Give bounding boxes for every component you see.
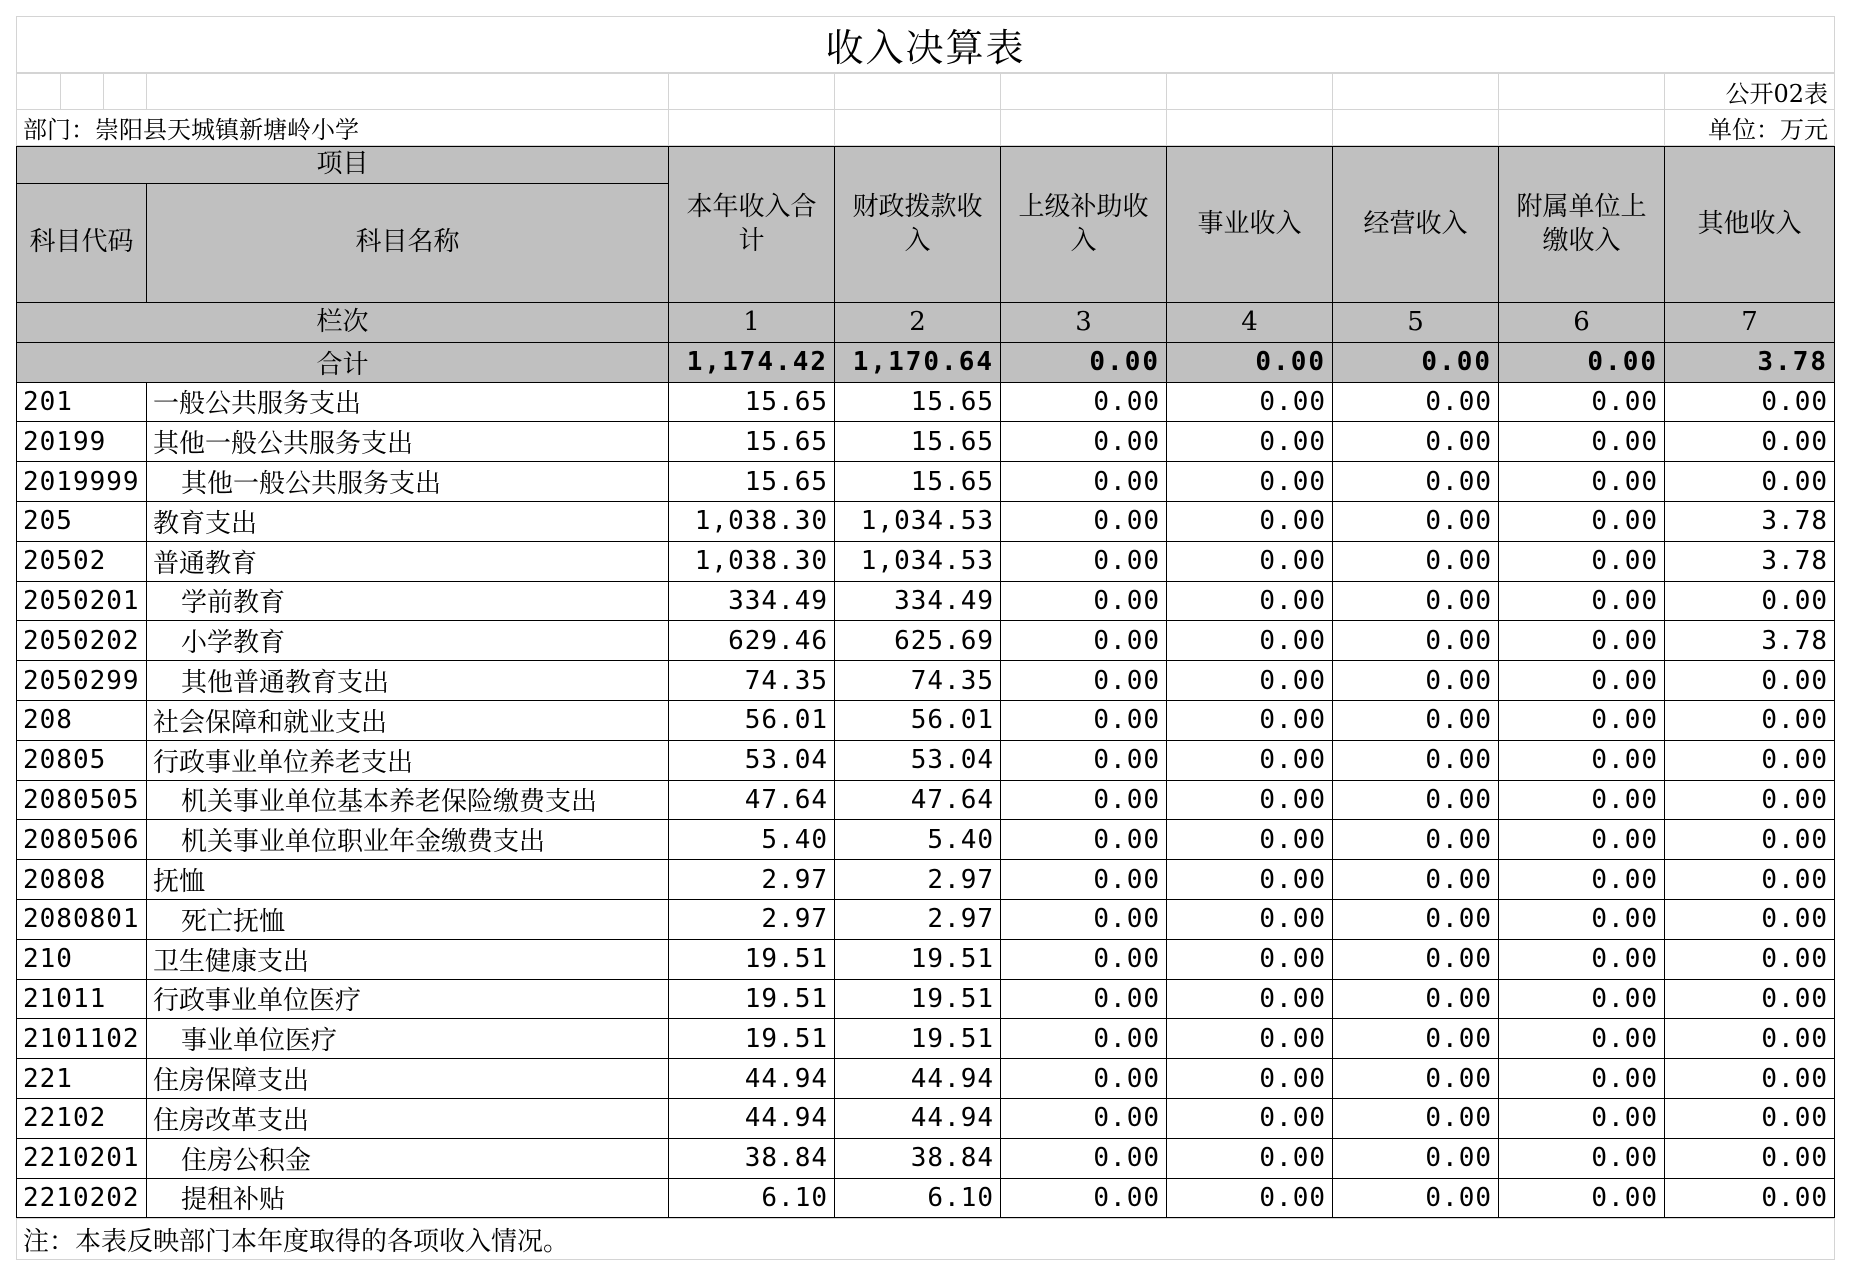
amount-cell: 0.00 bbox=[1499, 979, 1665, 1019]
column-index-5: 5 bbox=[1333, 303, 1499, 343]
amount-cell: 0.00 bbox=[1167, 422, 1333, 462]
subject-code: 21011 bbox=[17, 979, 147, 1019]
amount-cell: 53.04 bbox=[669, 740, 835, 780]
subject-code: 2050299 bbox=[17, 661, 147, 701]
table-row bbox=[17, 700, 1835, 740]
column-index-2: 2 bbox=[835, 303, 1001, 343]
amount-cell: 0.00 bbox=[1333, 422, 1499, 462]
amount-cell: 0.00 bbox=[1167, 541, 1333, 581]
amount-cell: 19.51 bbox=[835, 979, 1001, 1019]
column-index-label: 栏次 bbox=[17, 303, 669, 343]
amount-cell: 0.00 bbox=[1333, 820, 1499, 860]
amount-cell: 0.00 bbox=[1001, 462, 1167, 502]
subject-name: 住房公积金 bbox=[147, 1138, 669, 1178]
amount-cell: 0.00 bbox=[1665, 1019, 1835, 1059]
amount-cell: 0.00 bbox=[1167, 979, 1333, 1019]
subject-code: 2019999 bbox=[17, 462, 147, 502]
table-body bbox=[17, 382, 1835, 1218]
amount-cell: 0.00 bbox=[1333, 740, 1499, 780]
amount-cell: 629.46 bbox=[669, 621, 835, 661]
subject-code: 2050201 bbox=[17, 581, 147, 621]
header-col-2: 财政拨款收入 bbox=[835, 147, 1001, 303]
amount-cell: 0.00 bbox=[1001, 541, 1167, 581]
total-label: 合计 bbox=[17, 342, 669, 382]
amount-cell: 0.00 bbox=[1665, 1178, 1835, 1218]
amount-cell: 0.00 bbox=[1333, 661, 1499, 701]
subject-name: 事业单位医疗 bbox=[147, 1019, 669, 1059]
total-value: 3.78 bbox=[1665, 342, 1835, 382]
subject-code: 208 bbox=[17, 700, 147, 740]
amount-cell: 15.65 bbox=[835, 422, 1001, 462]
amount-cell: 0.00 bbox=[1333, 1098, 1499, 1138]
amount-cell: 0.00 bbox=[1333, 1138, 1499, 1178]
footnote: 注：本表反映部门本年度取得的各项收入情况。 bbox=[17, 1219, 1835, 1260]
table-row bbox=[17, 860, 1835, 900]
amount-cell: 0.00 bbox=[1499, 1098, 1665, 1138]
amount-cell: 0.00 bbox=[1499, 382, 1665, 422]
column-index-row bbox=[17, 303, 1835, 343]
amount-cell: 53.04 bbox=[835, 740, 1001, 780]
amount-cell: 0.00 bbox=[1665, 422, 1835, 462]
amount-cell: 0.00 bbox=[1001, 939, 1167, 979]
column-index-1: 1 bbox=[669, 303, 835, 343]
amount-cell: 0.00 bbox=[1333, 1059, 1499, 1099]
amount-cell: 74.35 bbox=[835, 661, 1001, 701]
subject-name: 其他一般公共服务支出 bbox=[147, 462, 669, 502]
amount-cell: 38.84 bbox=[669, 1138, 835, 1178]
amount-cell: 0.00 bbox=[1333, 860, 1499, 900]
table-row bbox=[17, 939, 1835, 979]
amount-cell: 0.00 bbox=[1665, 979, 1835, 1019]
amount-cell: 0.00 bbox=[1167, 939, 1333, 979]
amount-cell: 625.69 bbox=[835, 621, 1001, 661]
table-row bbox=[17, 661, 1835, 701]
subject-name: 学前教育 bbox=[147, 581, 669, 621]
subject-code: 22102 bbox=[17, 1098, 147, 1138]
total-value: 1,174.42 bbox=[669, 342, 835, 382]
subject-code: 20805 bbox=[17, 740, 147, 780]
table-row bbox=[17, 1019, 1835, 1059]
amount-cell: 0.00 bbox=[1499, 939, 1665, 979]
amount-cell: 56.01 bbox=[669, 700, 835, 740]
subject-name: 行政事业单位医疗 bbox=[147, 979, 669, 1019]
subject-name: 行政事业单位养老支出 bbox=[147, 740, 669, 780]
amount-cell: 0.00 bbox=[1167, 581, 1333, 621]
subject-name: 卫生健康支出 bbox=[147, 939, 669, 979]
subject-code: 2210202 bbox=[17, 1178, 147, 1218]
total-value: 0.00 bbox=[1499, 342, 1665, 382]
amount-cell: 0.00 bbox=[1167, 1098, 1333, 1138]
subject-code: 210 bbox=[17, 939, 147, 979]
amount-cell: 2.97 bbox=[669, 899, 835, 939]
amount-cell: 0.00 bbox=[1499, 740, 1665, 780]
table-row bbox=[17, 462, 1835, 502]
header-col-1: 本年收入合计 bbox=[669, 147, 835, 303]
column-index-6: 6 bbox=[1499, 303, 1665, 343]
amount-cell: 0.00 bbox=[1499, 501, 1665, 541]
amount-cell: 0.00 bbox=[1167, 1019, 1333, 1059]
amount-cell: 0.00 bbox=[1333, 780, 1499, 820]
amount-cell: 19.51 bbox=[835, 1019, 1001, 1059]
amount-cell: 0.00 bbox=[1333, 621, 1499, 661]
amount-cell: 0.00 bbox=[1167, 621, 1333, 661]
total-value: 0.00 bbox=[1333, 342, 1499, 382]
amount-cell: 0.00 bbox=[1665, 700, 1835, 740]
income-table bbox=[16, 146, 1835, 1218]
amount-cell: 0.00 bbox=[1333, 501, 1499, 541]
amount-cell: 38.84 bbox=[835, 1138, 1001, 1178]
amount-cell: 0.00 bbox=[1167, 1059, 1333, 1099]
subject-code: 2080505 bbox=[17, 780, 147, 820]
subject-name: 小学教育 bbox=[147, 621, 669, 661]
amount-cell: 0.00 bbox=[1499, 661, 1665, 701]
subject-code: 2101102 bbox=[17, 1019, 147, 1059]
header-col-5: 经营收入 bbox=[1333, 147, 1499, 303]
amount-cell: 47.64 bbox=[669, 780, 835, 820]
amount-cell: 0.00 bbox=[1499, 581, 1665, 621]
amount-cell: 0.00 bbox=[1167, 1178, 1333, 1218]
subject-name: 住房保障支出 bbox=[147, 1059, 669, 1099]
total-value: 0.00 bbox=[1167, 342, 1333, 382]
amount-cell: 0.00 bbox=[1167, 700, 1333, 740]
amount-cell: 3.78 bbox=[1665, 541, 1835, 581]
header-code: 科目代码 bbox=[17, 184, 147, 303]
amount-cell: 0.00 bbox=[1499, 1138, 1665, 1178]
header-name: 科目名称 bbox=[147, 184, 669, 303]
column-index-7: 7 bbox=[1665, 303, 1835, 343]
amount-cell: 0.00 bbox=[1167, 780, 1333, 820]
amount-cell: 0.00 bbox=[1665, 382, 1835, 422]
amount-cell: 0.00 bbox=[1665, 939, 1835, 979]
header-col-4: 事业收入 bbox=[1167, 147, 1333, 303]
amount-cell: 6.10 bbox=[835, 1178, 1001, 1218]
amount-cell: 0.00 bbox=[1167, 860, 1333, 900]
amount-cell: 15.65 bbox=[835, 462, 1001, 502]
amount-cell: 0.00 bbox=[1665, 899, 1835, 939]
amount-cell: 3.78 bbox=[1665, 621, 1835, 661]
amount-cell: 0.00 bbox=[1333, 462, 1499, 502]
table-row bbox=[17, 422, 1835, 462]
amount-cell: 0.00 bbox=[1333, 979, 1499, 1019]
subject-name: 其他一般公共服务支出 bbox=[147, 422, 669, 462]
amount-cell: 0.00 bbox=[1333, 1019, 1499, 1059]
header-col-6: 附属单位上缴收入 bbox=[1499, 147, 1665, 303]
amount-cell: 1,034.53 bbox=[835, 501, 1001, 541]
footnote-table bbox=[16, 1218, 1835, 1260]
table-row bbox=[17, 1178, 1835, 1218]
amount-cell: 19.51 bbox=[835, 939, 1001, 979]
amount-cell: 0.00 bbox=[1001, 979, 1167, 1019]
subject-name: 抚恤 bbox=[147, 860, 669, 900]
table-row bbox=[17, 541, 1835, 581]
amount-cell: 0.00 bbox=[1333, 899, 1499, 939]
amount-cell: 1,034.53 bbox=[835, 541, 1001, 581]
column-index-3: 3 bbox=[1001, 303, 1167, 343]
amount-cell: 0.00 bbox=[1499, 541, 1665, 581]
amount-cell: 0.00 bbox=[1001, 661, 1167, 701]
amount-cell: 0.00 bbox=[1665, 740, 1835, 780]
unit-label: 单位：万元 bbox=[1665, 110, 1835, 146]
amount-cell: 0.00 bbox=[1665, 1138, 1835, 1178]
subject-name: 机关事业单位职业年金缴费支出 bbox=[147, 820, 669, 860]
total-value: 0.00 bbox=[1001, 342, 1167, 382]
amount-cell: 2.97 bbox=[835, 899, 1001, 939]
subject-name: 普通教育 bbox=[147, 541, 669, 581]
meta-table bbox=[16, 73, 1835, 146]
amount-cell: 44.94 bbox=[669, 1098, 835, 1138]
subject-code: 205 bbox=[17, 501, 147, 541]
subject-code: 201 bbox=[17, 382, 147, 422]
subject-code: 20199 bbox=[17, 422, 147, 462]
amount-cell: 0.00 bbox=[1001, 1059, 1167, 1099]
amount-cell: 0.00 bbox=[1333, 382, 1499, 422]
table-row bbox=[17, 979, 1835, 1019]
amount-cell: 19.51 bbox=[669, 939, 835, 979]
amount-cell: 19.51 bbox=[669, 979, 835, 1019]
amount-cell: 2.97 bbox=[835, 860, 1001, 900]
amount-cell: 3.78 bbox=[1665, 501, 1835, 541]
amount-cell: 0.00 bbox=[1001, 621, 1167, 661]
amount-cell: 0.00 bbox=[1333, 939, 1499, 979]
amount-cell: 0.00 bbox=[1665, 581, 1835, 621]
amount-cell: 0.00 bbox=[1001, 1178, 1167, 1218]
subject-name: 住房改革支出 bbox=[147, 1098, 669, 1138]
amount-cell: 0.00 bbox=[1665, 780, 1835, 820]
amount-cell: 0.00 bbox=[1499, 700, 1665, 740]
amount-cell: 0.00 bbox=[1665, 820, 1835, 860]
amount-cell: 15.65 bbox=[669, 382, 835, 422]
subject-code: 2050202 bbox=[17, 621, 147, 661]
amount-cell: 334.49 bbox=[669, 581, 835, 621]
amount-cell: 0.00 bbox=[1001, 860, 1167, 900]
table-row bbox=[17, 740, 1835, 780]
subject-name: 提租补贴 bbox=[147, 1178, 669, 1218]
amount-cell: 0.00 bbox=[1333, 581, 1499, 621]
header-col-7: 其他收入 bbox=[1665, 147, 1835, 303]
table-row bbox=[17, 899, 1835, 939]
amount-cell: 0.00 bbox=[1499, 1019, 1665, 1059]
amount-cell: 0.00 bbox=[1001, 780, 1167, 820]
table-row bbox=[17, 780, 1835, 820]
amount-cell: 0.00 bbox=[1167, 462, 1333, 502]
amount-cell: 0.00 bbox=[1001, 581, 1167, 621]
amount-cell: 0.00 bbox=[1499, 860, 1665, 900]
total-row bbox=[17, 342, 1835, 382]
amount-cell: 0.00 bbox=[1665, 462, 1835, 502]
total-value: 1,170.64 bbox=[835, 342, 1001, 382]
amount-cell: 44.94 bbox=[835, 1059, 1001, 1099]
amount-cell: 0.00 bbox=[1499, 899, 1665, 939]
amount-cell: 0.00 bbox=[1665, 1059, 1835, 1099]
amount-cell: 47.64 bbox=[835, 780, 1001, 820]
amount-cell: 0.00 bbox=[1167, 740, 1333, 780]
amount-cell: 0.00 bbox=[1001, 1019, 1167, 1059]
amount-cell: 0.00 bbox=[1167, 501, 1333, 541]
amount-cell: 0.00 bbox=[1167, 661, 1333, 701]
amount-cell: 0.00 bbox=[1665, 1098, 1835, 1138]
amount-cell: 0.00 bbox=[1001, 899, 1167, 939]
amount-cell: 5.40 bbox=[669, 820, 835, 860]
header-project: 项目 bbox=[17, 147, 669, 184]
amount-cell: 0.00 bbox=[1499, 1178, 1665, 1218]
subject-name: 社会保障和就业支出 bbox=[147, 700, 669, 740]
header-col-3: 上级补助收入 bbox=[1001, 147, 1167, 303]
amount-cell: 6.10 bbox=[669, 1178, 835, 1218]
income-final-accounts-sheet bbox=[16, 16, 1834, 1260]
amount-cell: 0.00 bbox=[1499, 621, 1665, 661]
amount-cell: 56.01 bbox=[835, 700, 1001, 740]
amount-cell: 0.00 bbox=[1001, 422, 1167, 462]
form-number: 公开02表 bbox=[1665, 74, 1835, 110]
subject-code: 20808 bbox=[17, 860, 147, 900]
table-row bbox=[17, 501, 1835, 541]
amount-cell: 334.49 bbox=[835, 581, 1001, 621]
amount-cell: 0.00 bbox=[1167, 382, 1333, 422]
table-row bbox=[17, 1059, 1835, 1099]
amount-cell: 0.00 bbox=[1001, 1138, 1167, 1178]
table-row bbox=[17, 1138, 1835, 1178]
amount-cell: 0.00 bbox=[1001, 382, 1167, 422]
amount-cell: 1,038.30 bbox=[669, 501, 835, 541]
amount-cell: 0.00 bbox=[1167, 899, 1333, 939]
subject-name: 其他普通教育支出 bbox=[147, 661, 669, 701]
table-row bbox=[17, 382, 1835, 422]
table-row bbox=[17, 1098, 1835, 1138]
amount-cell: 0.00 bbox=[1499, 422, 1665, 462]
amount-cell: 0.00 bbox=[1333, 1178, 1499, 1218]
subject-name: 一般公共服务支出 bbox=[147, 382, 669, 422]
amount-cell: 5.40 bbox=[835, 820, 1001, 860]
amount-cell: 19.51 bbox=[669, 1019, 835, 1059]
amount-cell: 0.00 bbox=[1499, 1059, 1665, 1099]
subject-code: 20502 bbox=[17, 541, 147, 581]
table-row bbox=[17, 621, 1835, 661]
amount-cell: 15.65 bbox=[669, 462, 835, 502]
amount-cell: 0.00 bbox=[1001, 501, 1167, 541]
table-row bbox=[17, 820, 1835, 860]
subject-code: 221 bbox=[17, 1059, 147, 1099]
amount-cell: 44.94 bbox=[835, 1098, 1001, 1138]
table-row bbox=[17, 581, 1835, 621]
amount-cell: 0.00 bbox=[1001, 740, 1167, 780]
amount-cell: 15.65 bbox=[669, 422, 835, 462]
subject-name: 死亡抚恤 bbox=[147, 899, 669, 939]
column-index-4: 4 bbox=[1167, 303, 1333, 343]
amount-cell: 0.00 bbox=[1001, 1098, 1167, 1138]
amount-cell: 0.00 bbox=[1665, 661, 1835, 701]
subject-code: 2080801 bbox=[17, 899, 147, 939]
department-label: 部门：崇阳县天城镇新塘岭小学 bbox=[17, 110, 669, 146]
subject-name: 机关事业单位基本养老保险缴费支出 bbox=[147, 780, 669, 820]
amount-cell: 0.00 bbox=[1333, 700, 1499, 740]
amount-cell: 0.00 bbox=[1499, 462, 1665, 502]
amount-cell: 1,038.30 bbox=[669, 541, 835, 581]
amount-cell: 0.00 bbox=[1499, 820, 1665, 860]
amount-cell: 0.00 bbox=[1001, 700, 1167, 740]
amount-cell: 74.35 bbox=[669, 661, 835, 701]
amount-cell: 0.00 bbox=[1167, 1138, 1333, 1178]
amount-cell: 0.00 bbox=[1001, 820, 1167, 860]
amount-cell: 15.65 bbox=[835, 382, 1001, 422]
sheet-title: 收入决算表 bbox=[17, 17, 1835, 73]
subject-code: 2080506 bbox=[17, 820, 147, 860]
amount-cell: 44.94 bbox=[669, 1059, 835, 1099]
amount-cell: 0.00 bbox=[1665, 860, 1835, 900]
title-table bbox=[16, 16, 1835, 73]
amount-cell: 0.00 bbox=[1167, 820, 1333, 860]
amount-cell: 2.97 bbox=[669, 860, 835, 900]
subject-name: 教育支出 bbox=[147, 501, 669, 541]
amount-cell: 0.00 bbox=[1499, 780, 1665, 820]
subject-code: 2210201 bbox=[17, 1138, 147, 1178]
amount-cell: 0.00 bbox=[1333, 541, 1499, 581]
